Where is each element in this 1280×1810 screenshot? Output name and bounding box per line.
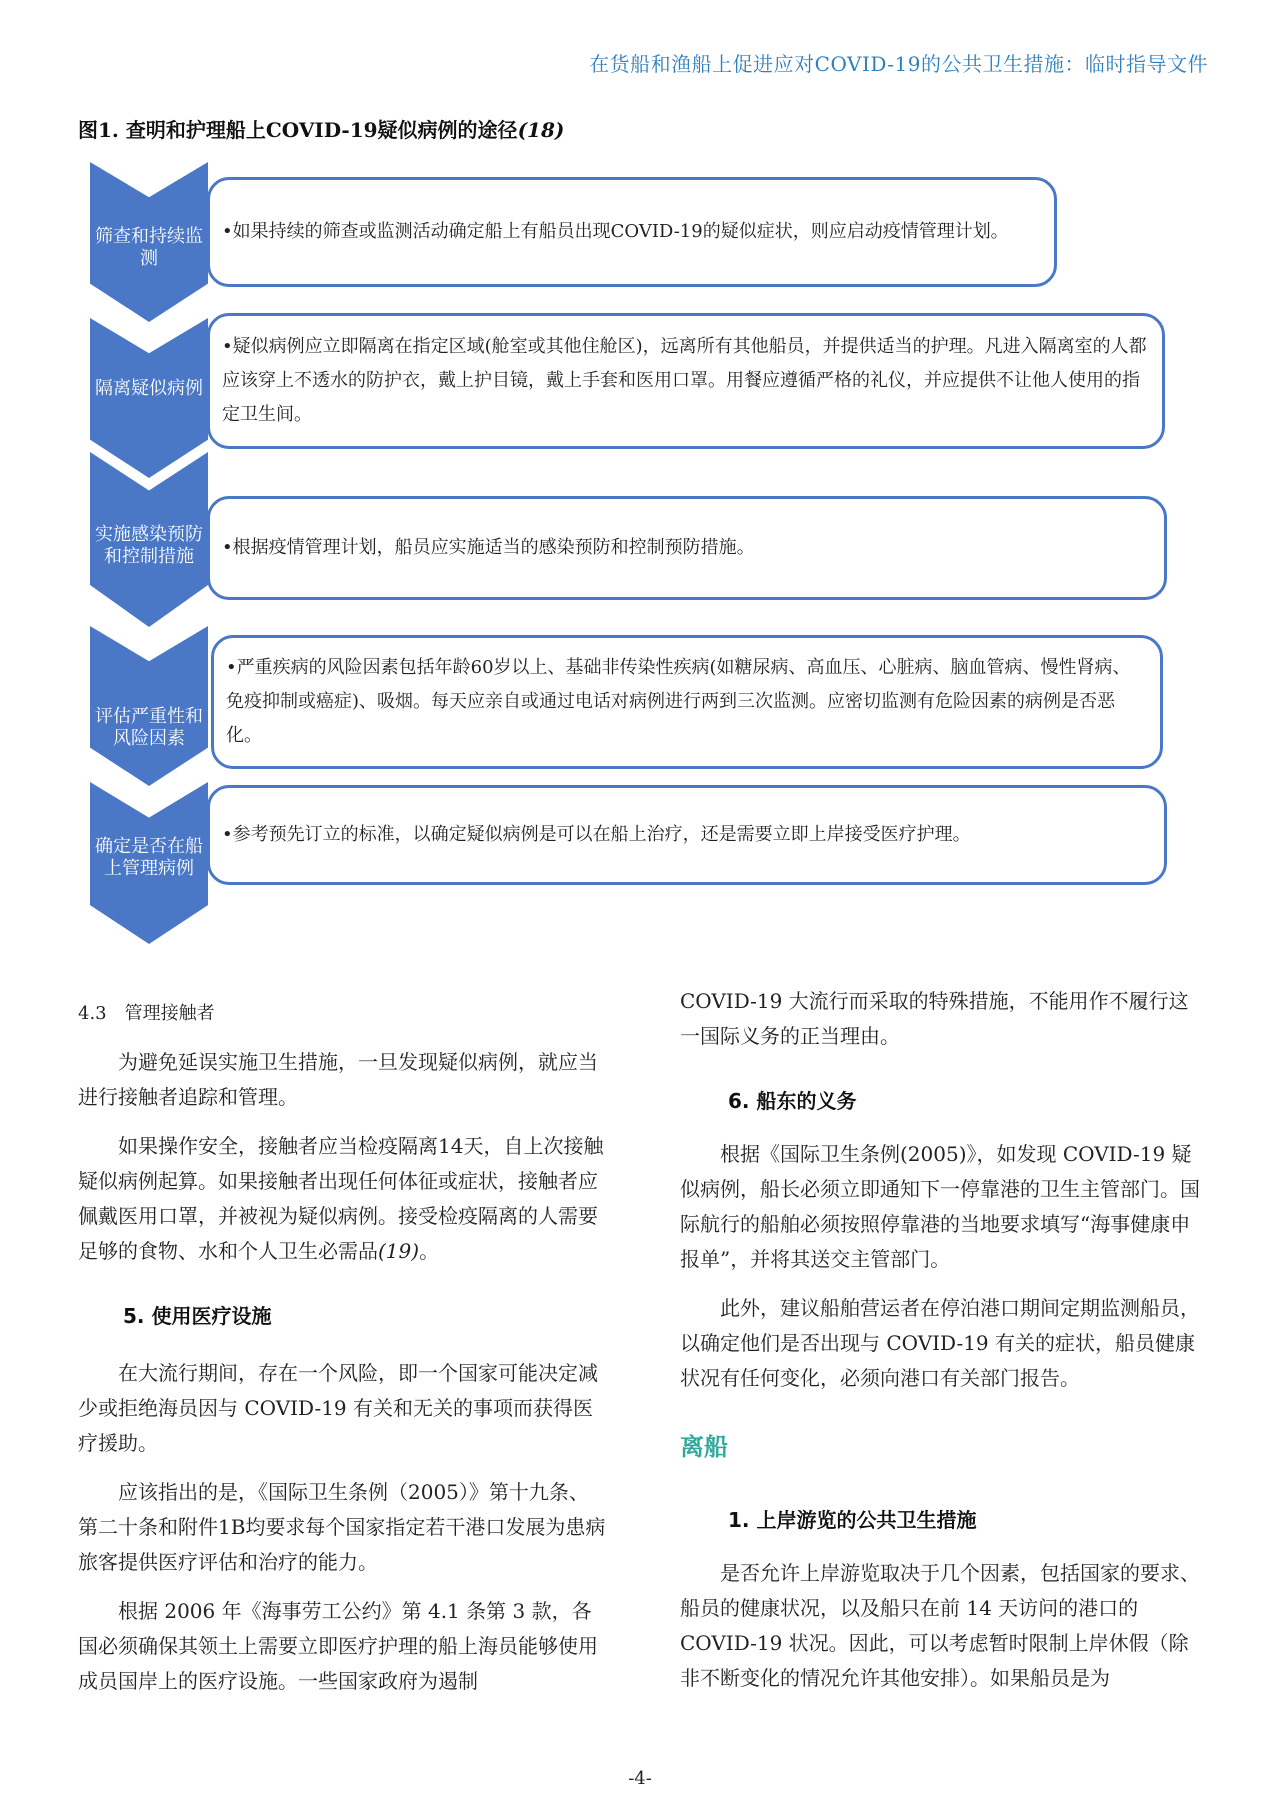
figure-title [78,114,564,143]
step-1-text: •如果持续的筛查或监测活动确定船上有船员出现COVID-19的疑似症状，则应启动疫情管理计划。 [222,221,1009,242]
page-number: -4- [628,1768,652,1789]
paragraph: 为避免延误实施卫生措施，一旦发现疑似病例，就应当进行接触者追踪和管理。 [78,1050,598,1109]
step-4-label: 评估严重性和风险因素 [95,706,203,749]
section-6-heading: 6. 船东的义务 [728,1089,857,1113]
figure-title-ref: (18) [517,118,565,142]
running-header: 在货船和渔船上促进应对COVID-19的公共卫生措施：临时指导文件 [589,52,1208,76]
paragraph: 在大流行期间，存在一个风险，即一个国家可能决定减少或拒绝海员因与 COVID-19 有关和无关的事项而获得医疗援助。 [78,1361,598,1455]
step-2-box [207,313,1165,449]
paragraph: 根据 2006 年《海事劳工公约》第 4.1 条第 3 款，各国必须确保其领土上需要立即医疗护理的船上海员能够使用成员国岸上的医疗设施。一些国家政府为遏制 [78,1599,598,1693]
paragraph: 是否允许上岸游览取决于几个因素，包括国家的要求、船员的健康状况，以及船只在前 14 天访问的港口的 COVID-19 状况。因此，可以考虑暂时限制上岸休假（除非不断变化的情况允许其他安排）。如果船员是为 [680,1561,1200,1690]
section-4-3-heading: 4.3 管理接触者 [78,1003,215,1024]
section-1-heading: 1. 上岸游览的公共卫生措施 [728,1508,977,1532]
step-2-label: 隔离疑似病例 [95,378,203,399]
step-5-box [207,785,1167,885]
figure-title-text: 图1. 查明和护理船上COVID-19疑似病例的途径 [78,118,518,142]
step-1-box [207,177,1057,287]
left-column [78,996,606,1699]
step-4-text: •严重疾病的风险因素包括年龄60岁以上、基础非传染性疾病(如糖尿病、高血压、心脏病、脑血管病、慢性肾病、免疫抑制或癌症)、吸烟。每天应亲自或通过电话对病例进行两到三次监测。应密切监测有危险因素的病例是否恶化。 [226,657,1131,746]
section-5-heading: 5. 使用医疗设施 [123,1304,272,1328]
paragraph: 根据《国际卫生条例(2005)》，如发现 COVID-19 疑似病例，船长必须立即通知下一停靠港的卫生主管部门。国际航行的船舶必须按照停靠港的当地要求填写“海事健康申报单”，并将其送交主管部门。 [680,1142,1200,1271]
step-5-text: •参考预先订立的标准，以确定疑似病例是可以在船上治疗，还是需要立即上岸接受医疗护理。 [222,824,971,845]
step-2-text: •疑似病例应立即隔离在指定区域(舱室或其他住舱区)，远离所有其他船员，并提供适当的护理。凡进入隔离室的人都应该穿上不透水的防护衣，戴上护目镜，戴上手套和医用口罩。用餐应遵循严格的礼仪，并应提供不让他人使用的指定卫生间。 [222,336,1147,425]
paragraph-text: 如果操作安全，接触者应当检疫隔离14天，自上次接触疑似病例起算。如果接触者出现任何体征或症状，接触者应佩戴医用口罩，并被视为疑似病例。接受检疫隔离的人需要足够的食物、水和个人卫生必需品 [78,1134,604,1263]
step-3-text: •根据疫情管理计划，船员应实施适当的感染预防和控制预防措施。 [222,537,755,558]
reference: (19) [378,1239,420,1263]
paragraph: COVID-19 大流行而采取的特殊措施，不能用作不履行这一国际义务的正当理由。 [680,989,1189,1048]
step-3-box [207,496,1167,600]
paragraph: 此外，建议船舶营运者在停泊港口期间定期监测船员，以确定他们是否出现与 COVID-19 有关的症状，船员健康状况有任何变化，必须向港口有关部门报告。 [680,1296,1200,1390]
paragraph [78,1129,606,1269]
disembarkation-heading: 离船 [680,1433,728,1461]
step-3-label: 实施感染预防和控制措施 [95,524,203,567]
step-4-box [211,635,1163,769]
paragraph: 应该指出的是，《国际卫生条例（2005）》第十九条、第二十条和附件1B均要求每个国家指定若干港口发展为患病旅客提供医疗评估和治疗的能力。 [78,1480,606,1574]
right-column [680,984,1208,1696]
paragraph-end: 。 [419,1239,440,1263]
step-5-label: 确定是否在船上管理病例 [95,836,203,879]
step-1-label: 筛查和持续监测 [95,226,203,269]
